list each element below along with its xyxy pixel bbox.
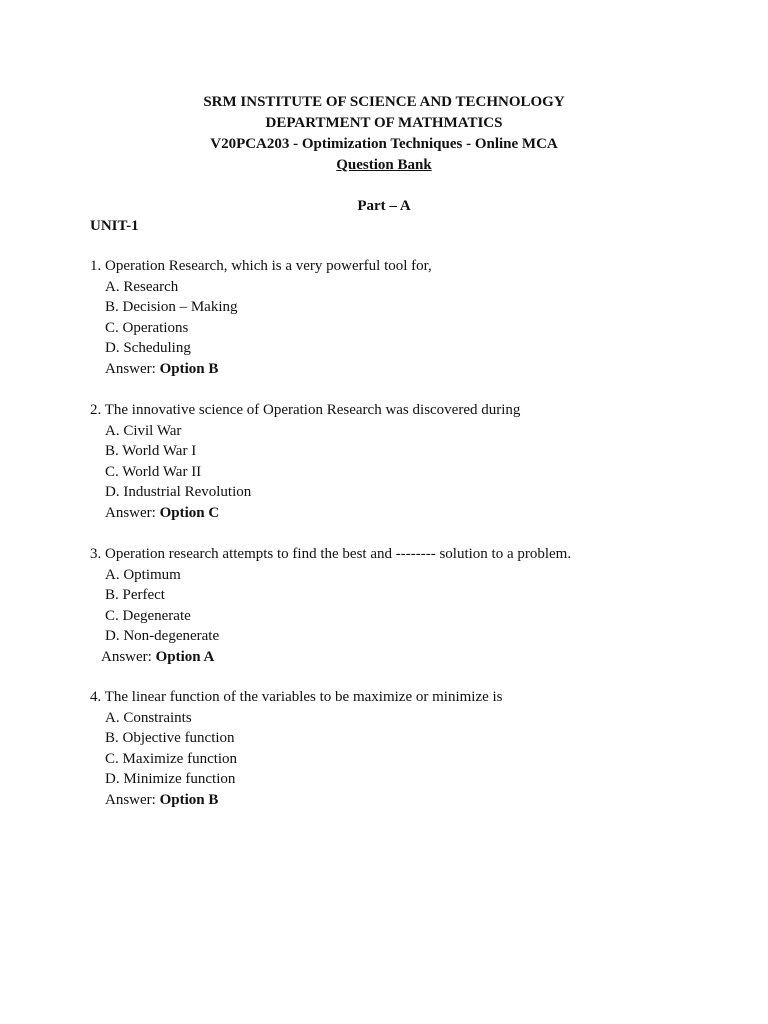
unit-heading: UNIT-1 (90, 218, 139, 234)
institute-name: SRM INSTITUTE OF SCIENCE AND TECHNOLOGY (203, 94, 565, 110)
question-text: 3. Operation research attempts to find the best and -------- solution to a problem. (90, 546, 572, 562)
option-d: D. Industrial Revolution (105, 484, 252, 501)
option-d: D. Minimize function (105, 771, 236, 788)
option-c: C. World War II (105, 463, 202, 480)
department-name: DEPARTMENT OF MATHMATICS (265, 115, 503, 131)
option-b: B. Decision – Making (105, 299, 238, 316)
answer-value: Option B (159, 791, 219, 808)
part-heading: Part – A (357, 198, 411, 214)
answer-value: Option B (159, 360, 219, 377)
answer-prefix: Answer: (101, 648, 152, 665)
option-a: A. Civil War (105, 422, 182, 439)
question-4 (90, 687, 503, 811)
answer-value: Option A (155, 648, 215, 665)
option-c: C. Degenerate (105, 607, 191, 624)
document-type: Question Bank (336, 157, 432, 173)
question-1 (90, 256, 432, 380)
question-text: 1. Operation Research, which is a very powerful tool for, (90, 258, 432, 274)
answer-line (90, 647, 571, 668)
question-text: 2. The innovative science of Operation Research was discovered during (90, 402, 521, 418)
question-text: 4. The linear function of the variables to be maximize or minimize is (90, 689, 503, 705)
option-a: A. Optimum (105, 566, 181, 583)
option-c: C. Maximize function (105, 750, 238, 767)
answer-line (90, 790, 503, 811)
course-title: V20PCA203 - Optimization Techniques - Online MCA (210, 136, 558, 152)
answer-line (90, 503, 520, 524)
option-c: C. Operations (105, 319, 189, 336)
answer-prefix: Answer: (105, 360, 156, 377)
option-a: A. Research (105, 278, 179, 295)
answer-prefix: Answer: (105, 504, 156, 521)
question-3 (90, 544, 571, 668)
option-b: B. World War I (105, 443, 197, 460)
option-b: B. Perfect (105, 587, 165, 604)
answer-line (90, 359, 432, 380)
option-b: B. Objective function (105, 730, 235, 747)
answer-prefix: Answer: (105, 791, 156, 808)
option-a: A. Constraints (105, 709, 192, 726)
option-d: D. Scheduling (105, 340, 191, 357)
option-d: D. Non-degenerate (105, 628, 220, 645)
answer-value: Option C (159, 504, 220, 521)
question-2 (90, 400, 520, 524)
document-header (0, 92, 768, 176)
